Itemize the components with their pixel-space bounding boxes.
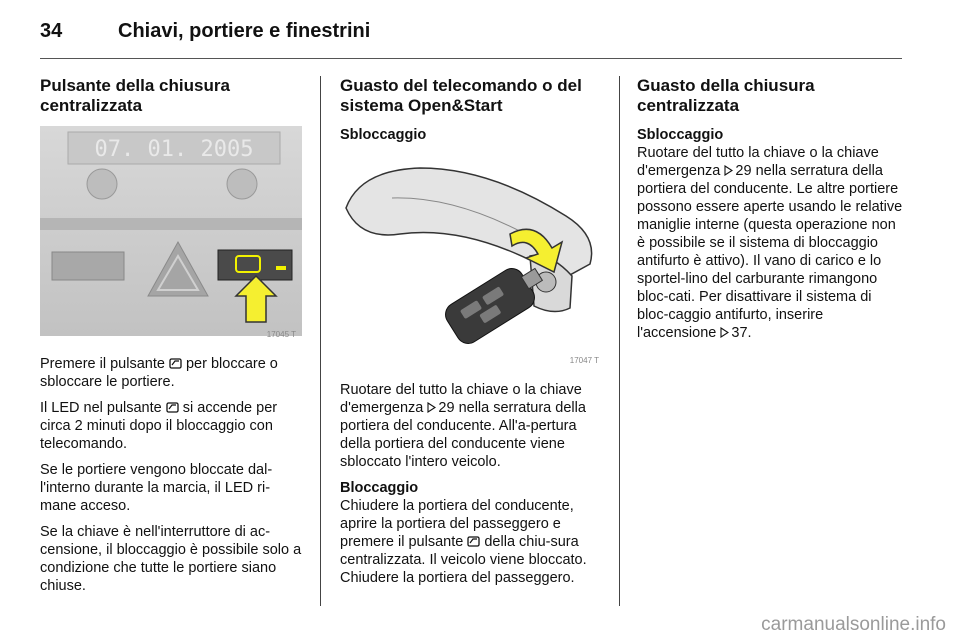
page-reference-icon [720,327,729,338]
chapter-title: Chiavi, portiere e finestrini [118,20,371,42]
header-rule [40,58,902,59]
watermark: carmanualsonline.info [761,614,946,635]
door-handle-figure [340,156,605,367]
subheading: Sbloccaggio [340,127,427,143]
column-remote-failure [340,76,605,595]
door-handle-key-illustration [340,156,602,362]
clock-display-text: 07. 01. 2005 [94,137,254,162]
paragraph: Il LED nel pulsante si accende per circa 2 minuti dopo il bloccaggio con telecomando. [40,400,278,452]
paragraph: Ruotare del tutto la chiave o la chiave d'emergenza 29 nella serratura della portiera del conducente. Le altre portiere possono essere aperte usando le relative maniglie interne (questa operazione non è possibile se il sistema di bloccaggio antifurto è attivo). Il vano di carico e lo sportel-lino del carburante rimangono bloc-cati. Per disattivare il sistema di bloc-caggio antifurto, inserire l'accensione 37. [637,145,903,341]
subheading: Bloccaggio [340,480,419,496]
section-heading: Guasto della chiusura centralizzata [637,76,815,115]
column-central-lock-failure [637,76,905,350]
column-central-lock-button [40,76,302,603]
page-reference-icon [427,402,436,413]
paragraph: Ruotare del tutto la chiave o la chiave d'emergenza 29 nella serratura della portiera del conducente. All'a-pertura della portiera del conducente viene sbloccato l'intero veicolo. [340,382,586,470]
section-heading: Pulsante della chiusura centralizzata [40,76,230,115]
section-heading: Guasto del telecomando o del sistema Open&Start [340,76,582,115]
paragraph: Premere il pulsante per bloccare o sbloccare le portiere. [40,356,278,390]
car-lock-icon [169,358,182,369]
paragraph: Chiudere la portiera del conducente, aprire la portiera del passeggero e premere il pulsante della chiu-sura centralizzata. Il veicolo viene bloccato. Chiudere la portiera del passeggero. [340,498,587,586]
dashboard-figure [40,126,302,341]
column-divider [320,76,321,606]
paragraph: Se la chiave è nell'interruttore di ac-censione, il bloccaggio è possibile solo a condizione che tutte le portiere siano chiuse. [40,524,302,594]
page-number: 34 [40,20,63,42]
column-divider [619,76,620,606]
figure-code: 17047 T [569,356,599,365]
paragraph: Se le portiere vengono bloccate dal-l'interno durante la marcia, il LED ri-mane acceso. [40,462,273,514]
car-lock-icon [467,536,480,547]
car-lock-icon [166,402,179,413]
subheading: Sbloccaggio [637,127,724,143]
page-header [40,18,920,58]
page-reference-icon [724,165,733,176]
figure-code: 17045 T [266,330,296,339]
dashboard-lock-button-illustration [40,126,302,336]
